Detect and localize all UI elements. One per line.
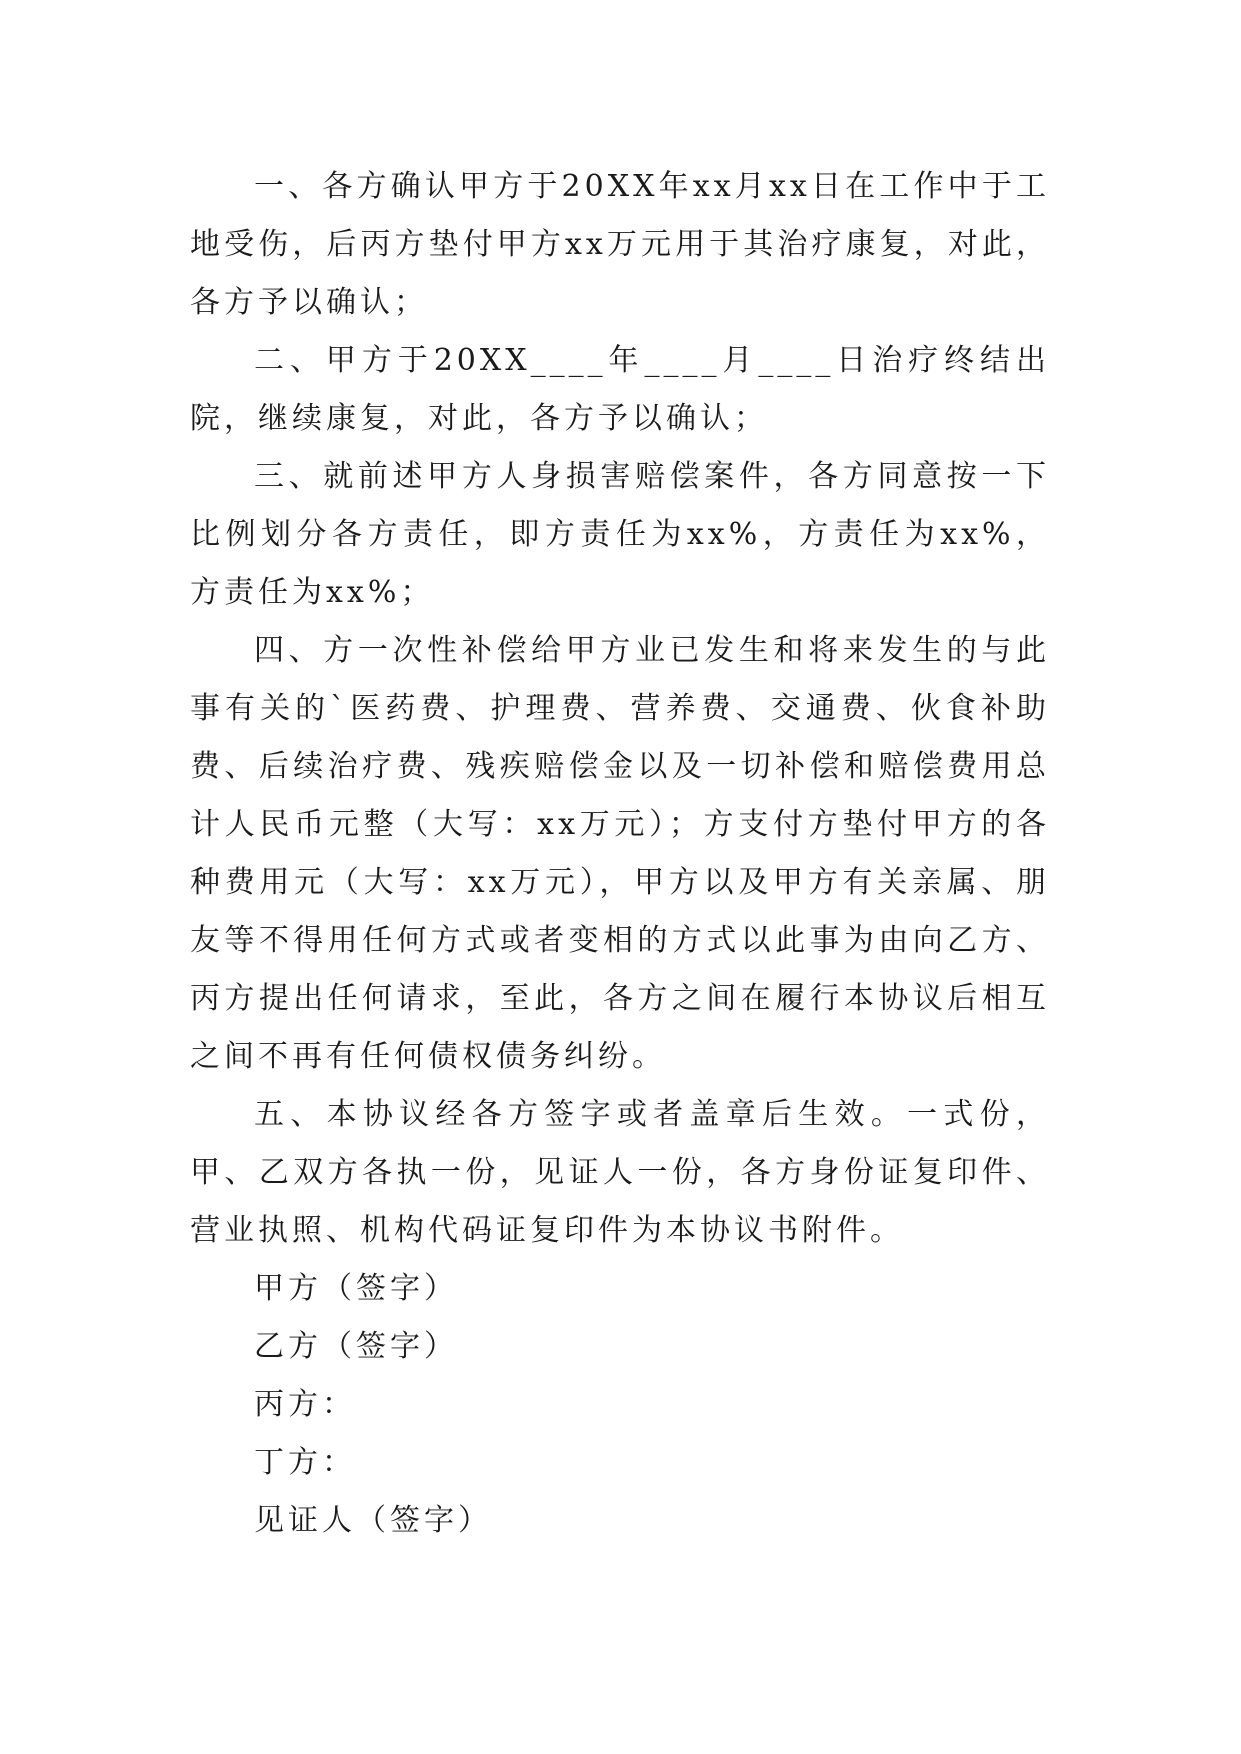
signature-party-a: 甲方（签字） [254, 1271, 458, 1306]
signature-witness: 见证人（签字） [254, 1503, 492, 1538]
clause-3: 三、就前述甲方人身损害赔偿案件，各方同意按一下比例划分各方责任，即方责任为xx%，方责任为xx%，方责任为xx%； [190, 459, 1050, 610]
clause-2: 二、甲方于20XX____年____月____日治疗终结出院，继续康复，对此，各方予以确认； [190, 343, 1050, 436]
signature-party-d: 丁方： [254, 1445, 356, 1480]
document-body [190, 158, 1050, 1550]
signature-party-c: 丙方： [254, 1387, 356, 1422]
clause-1: 一、各方确认甲方于20XX年xx月xx日在工作中于工地受伤，后丙方垫付甲方xx万元用于其治疗康复，对此，各方予以确认； [190, 169, 1050, 320]
clause-4: 四、方一次性补偿给甲方业已发生和将来发生的与此事有关的`医药费、护理费、营养费、交通费、伙食补助费、后续治疗费、残疾赔偿金以及一切补偿和赔偿费用总计人民币元整（大写：xx万元）；方支付方垫付甲方的各种费用元（大写：xx万元），甲方以及甲方有关亲属、朋友等不得用任何方式或者变相的方式以此事为由向乙方、丙方提出任何请求，至此，各方之间在履行本协议后相互之间不再有任何债权债务纠纷。 [190, 633, 1050, 1074]
signature-party-b: 乙方（签字） [254, 1329, 458, 1364]
clause-5: 五、本协议经各方签字或者盖章后生效。一式份，甲、乙双方各执一份，见证人一份，各方身份证复印件、营业执照、机构代码证复印件为本协议书附件。 [190, 1097, 1050, 1248]
